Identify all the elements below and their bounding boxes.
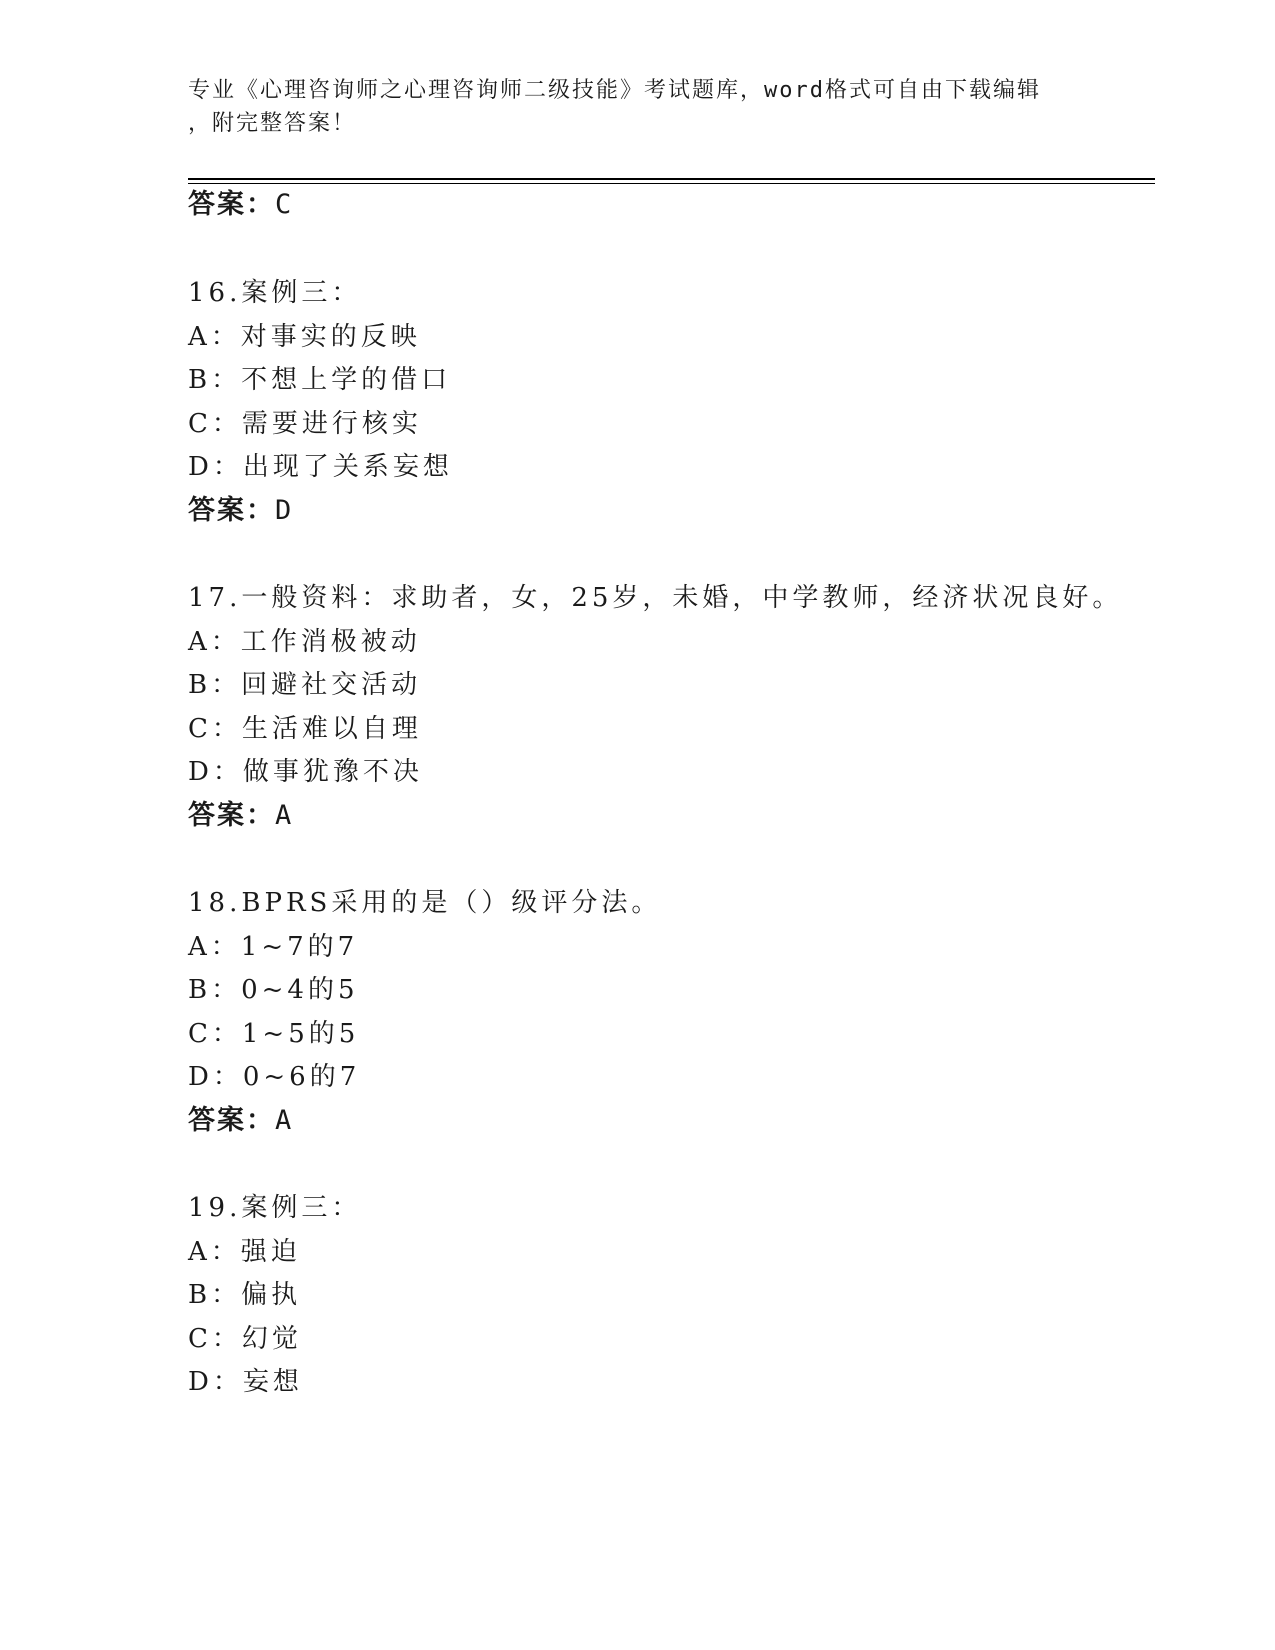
header-divider-thin — [188, 183, 1155, 184]
answer-label: 答案： — [188, 1105, 275, 1136]
question-stem: 19.案例三： — [188, 1193, 362, 1223]
document-header — [188, 74, 1088, 140]
answer-line — [188, 190, 293, 220]
answer-value: C — [275, 189, 294, 220]
answer-label: 答案： — [188, 495, 275, 526]
option-b: B：不想上学的借口 — [188, 365, 452, 395]
option-c: C：1~5的5 — [188, 1019, 360, 1049]
option-d: D：出现了关系妄想 — [188, 452, 453, 482]
answer-value: A — [275, 800, 294, 831]
header-line-2: ，附完整答案！ — [188, 111, 357, 136]
question-stem: 18.BPRS采用的是（）级评分法。 — [188, 888, 662, 918]
option-a: A：1~7的7 — [188, 932, 359, 962]
option-b: B：偏执 — [188, 1280, 302, 1310]
answer-value: D — [275, 495, 294, 526]
option-a: A：工作消极被动 — [188, 627, 421, 657]
answer-line — [188, 1106, 293, 1136]
answer-line — [188, 801, 293, 831]
option-d: D：妄想 — [188, 1367, 303, 1397]
option-d: D：0~6的7 — [188, 1062, 361, 1092]
option-b: B：0~4的5 — [188, 975, 359, 1005]
option-d: D：做事犹豫不决 — [188, 757, 423, 787]
answer-value: A — [275, 1105, 294, 1136]
answer-label: 答案： — [188, 800, 275, 831]
answer-label: 答案： — [188, 189, 275, 220]
header-divider-thick — [188, 178, 1155, 180]
option-b: B：回避社交活动 — [188, 670, 422, 700]
question-stem: 16.案例三： — [188, 278, 362, 308]
option-c: C：幻觉 — [188, 1324, 302, 1354]
header-line-1: 专业《心理咨询师之心理咨询师二级技能》考试题库，word格式可自由下载编辑 — [188, 78, 1041, 103]
option-c: C：生活难以自理 — [188, 714, 422, 744]
option-a: A：强迫 — [188, 1237, 301, 1267]
question-stem: 17.一般资料：求助者，女，25岁，未婚，中学教师，经济状况良好。 — [188, 583, 1123, 613]
answer-line — [188, 496, 293, 526]
option-a: A：对事实的反映 — [188, 322, 421, 352]
option-c: C：需要进行核实 — [188, 409, 422, 439]
